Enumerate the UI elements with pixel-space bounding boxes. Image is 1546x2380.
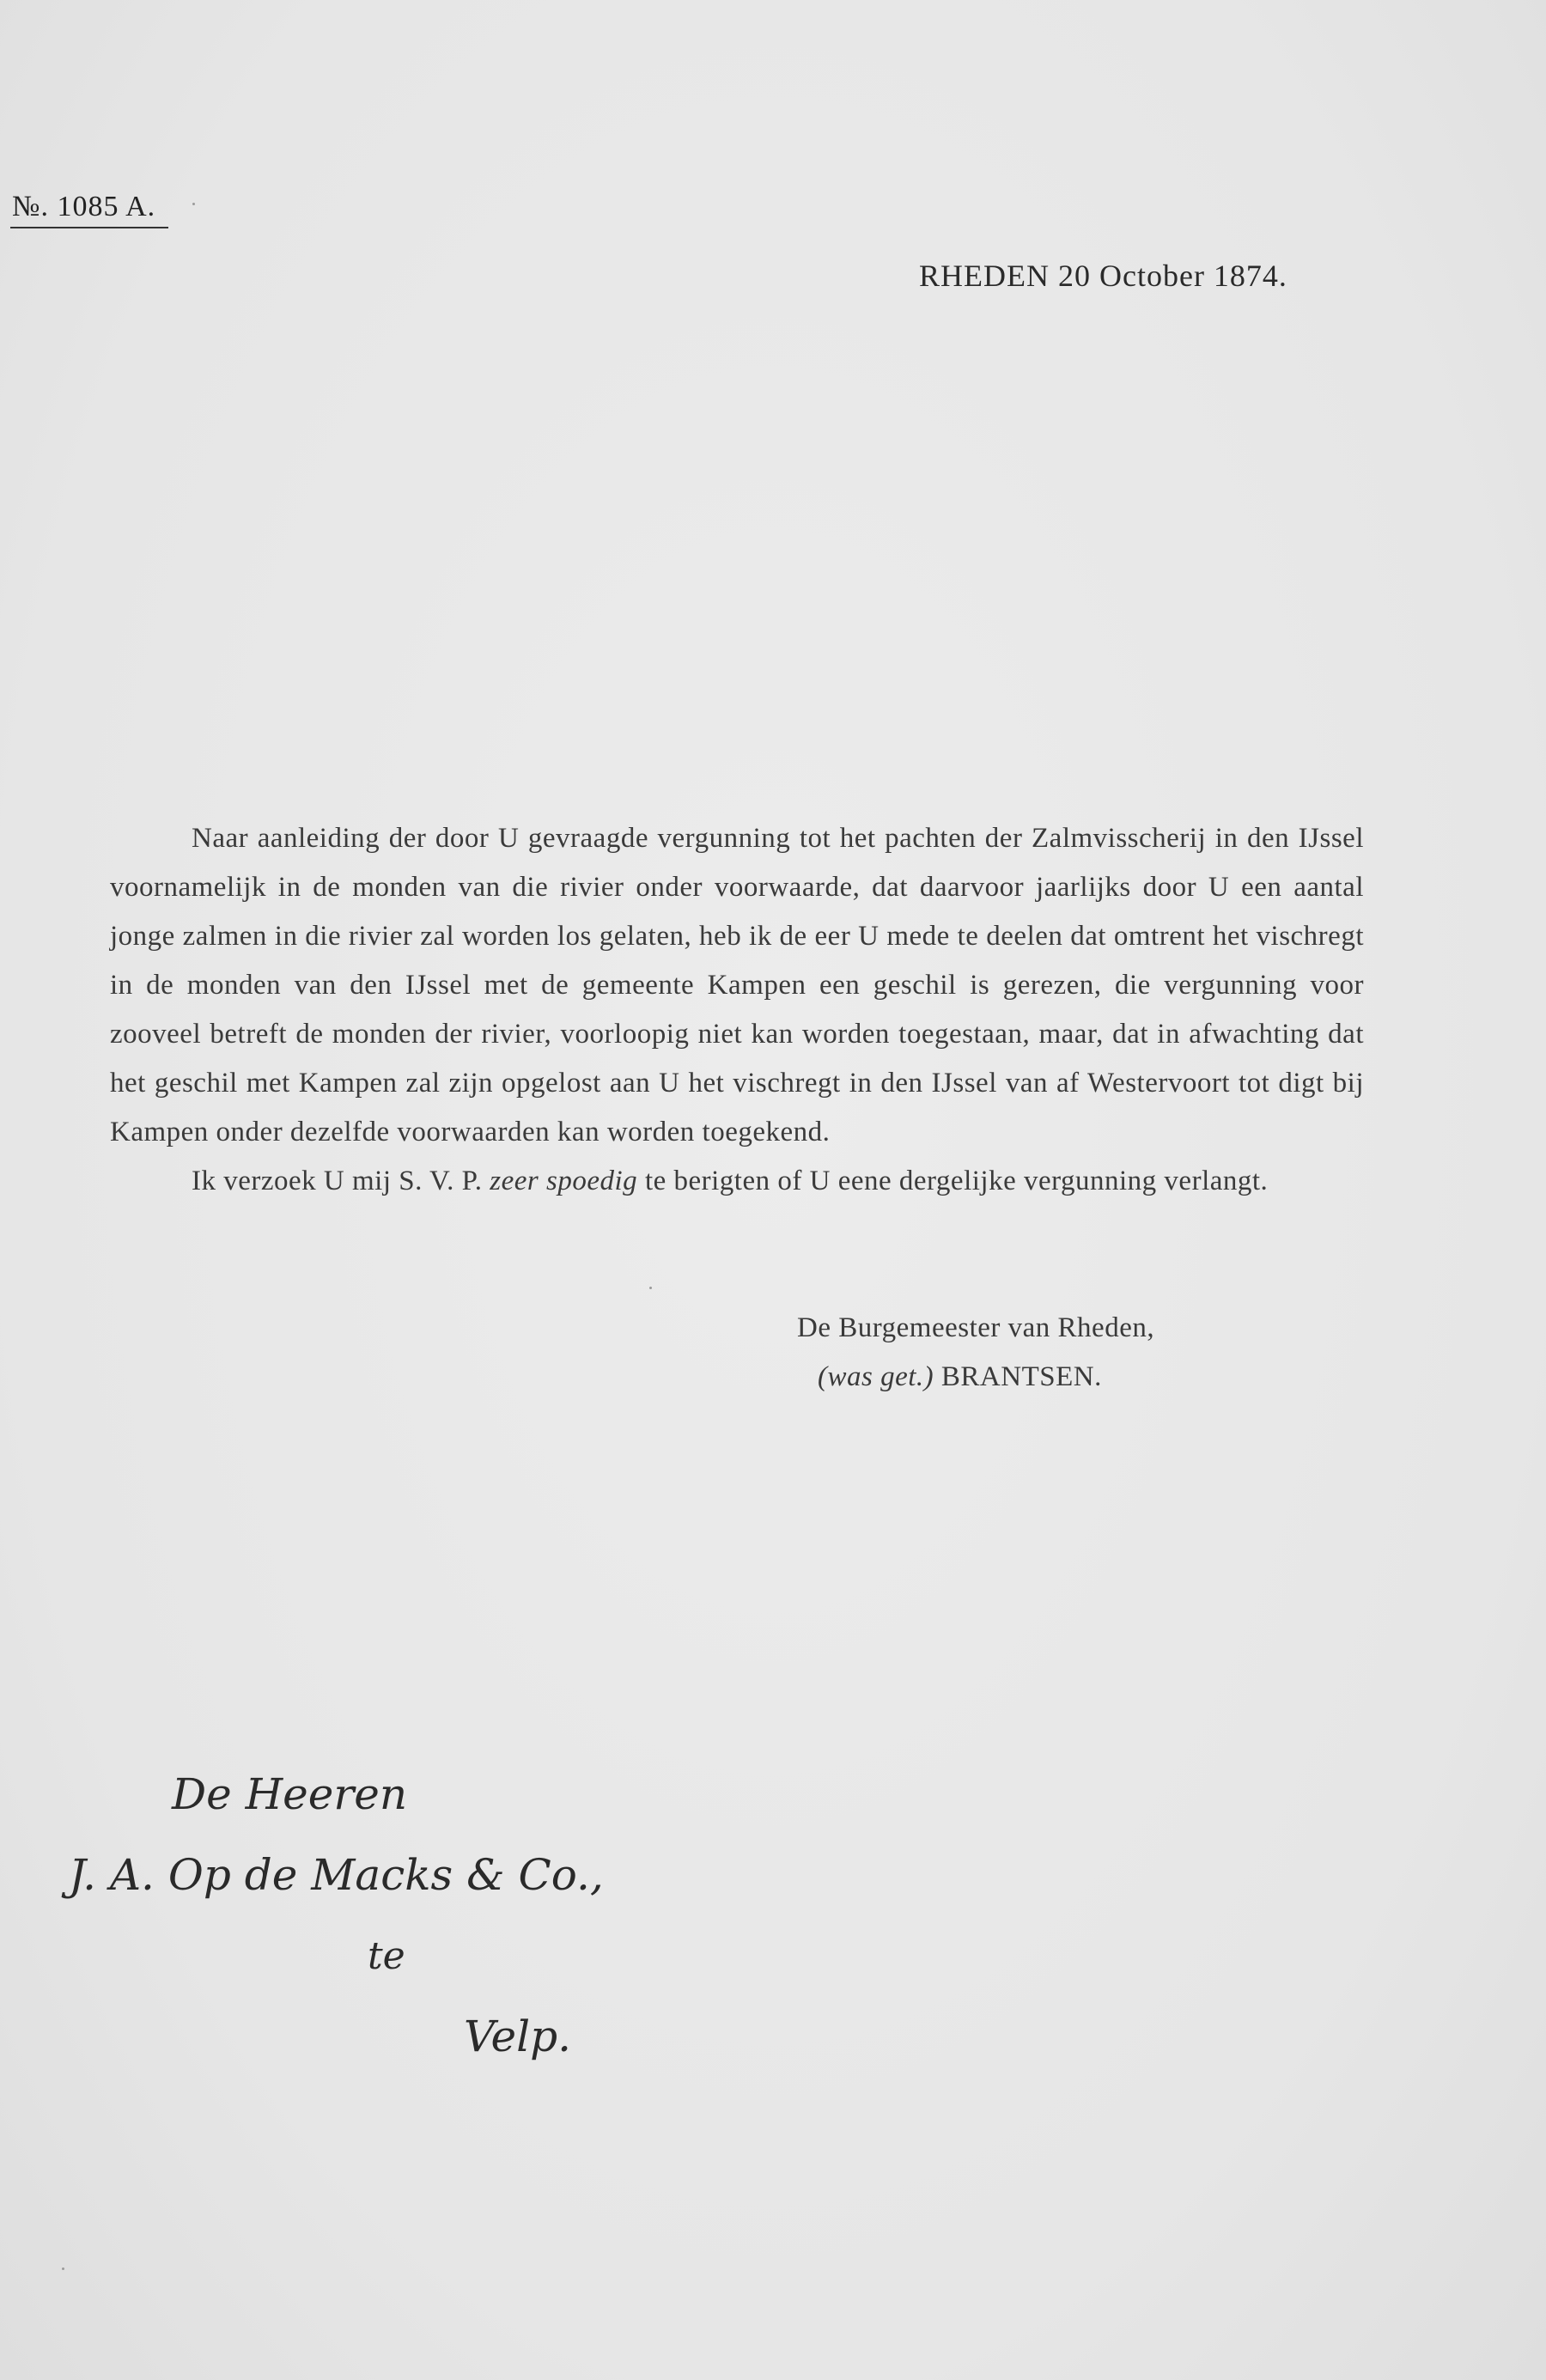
paragraph-1: Naar aanleiding der door U gevraagde vergunning tot het pachten der Zalmvisscherij in den IJssel voornamelijk in de monden van die rivier onder voorwaarde, dat daarvoor jaarlijks door U een aantal jonge zalmen in die rivier zal worden los gelaten, heb ik de eer U mede te deelen dat omtrent het vischregt in de monden van den IJssel met de gemeente Kampen een geschil is gerezen, die vergunning voor zooveel betreft de monden der rivier, voorloopig niet kan worden toegestaan, maar, dat in afwachting dat het geschil met Kampen zal zijn opgelost aan U het vischregt in den IJssel van af Westervoort tot digt bij Kampen onder dezelfde voorwaarden kan worden toegekend. bbox=[110, 823, 1364, 1147]
paper-speck bbox=[192, 203, 195, 205]
paragraph-2-start: Ik verzoek U mij S. V. P. bbox=[192, 1166, 490, 1196]
signature-block bbox=[797, 1304, 1154, 1402]
signature-line bbox=[797, 1353, 1154, 1402]
signature-title: De Burgemeester van Rheden, bbox=[797, 1312, 1155, 1343]
address-recipient: J. A. Op de Macks & Co., bbox=[69, 1850, 604, 1900]
letter-body bbox=[110, 814, 1364, 1206]
paper-speck bbox=[649, 1287, 652, 1289]
address-place: Velp. bbox=[464, 2012, 571, 2061]
paragraph-2-end: te berigten of U eene dergelijke vergunning verlangt. bbox=[637, 1166, 1269, 1196]
paragraph-2-emphasis: zeer spoedig bbox=[490, 1166, 638, 1196]
document-number-underline bbox=[10, 227, 168, 228]
paragraph-2 bbox=[110, 1157, 1364, 1206]
signature-note: (was get.) bbox=[818, 1361, 934, 1392]
signature-name: BRANTSEN. bbox=[940, 1361, 1102, 1392]
place-and-date: RHEDEN 20 October 1874. bbox=[919, 259, 1287, 293]
address-preposition: te bbox=[368, 1934, 405, 1978]
paper-speck bbox=[62, 2267, 64, 2270]
document-number: №. 1085 A. bbox=[12, 191, 156, 222]
address-salutation: De Heeren bbox=[172, 1769, 408, 1819]
